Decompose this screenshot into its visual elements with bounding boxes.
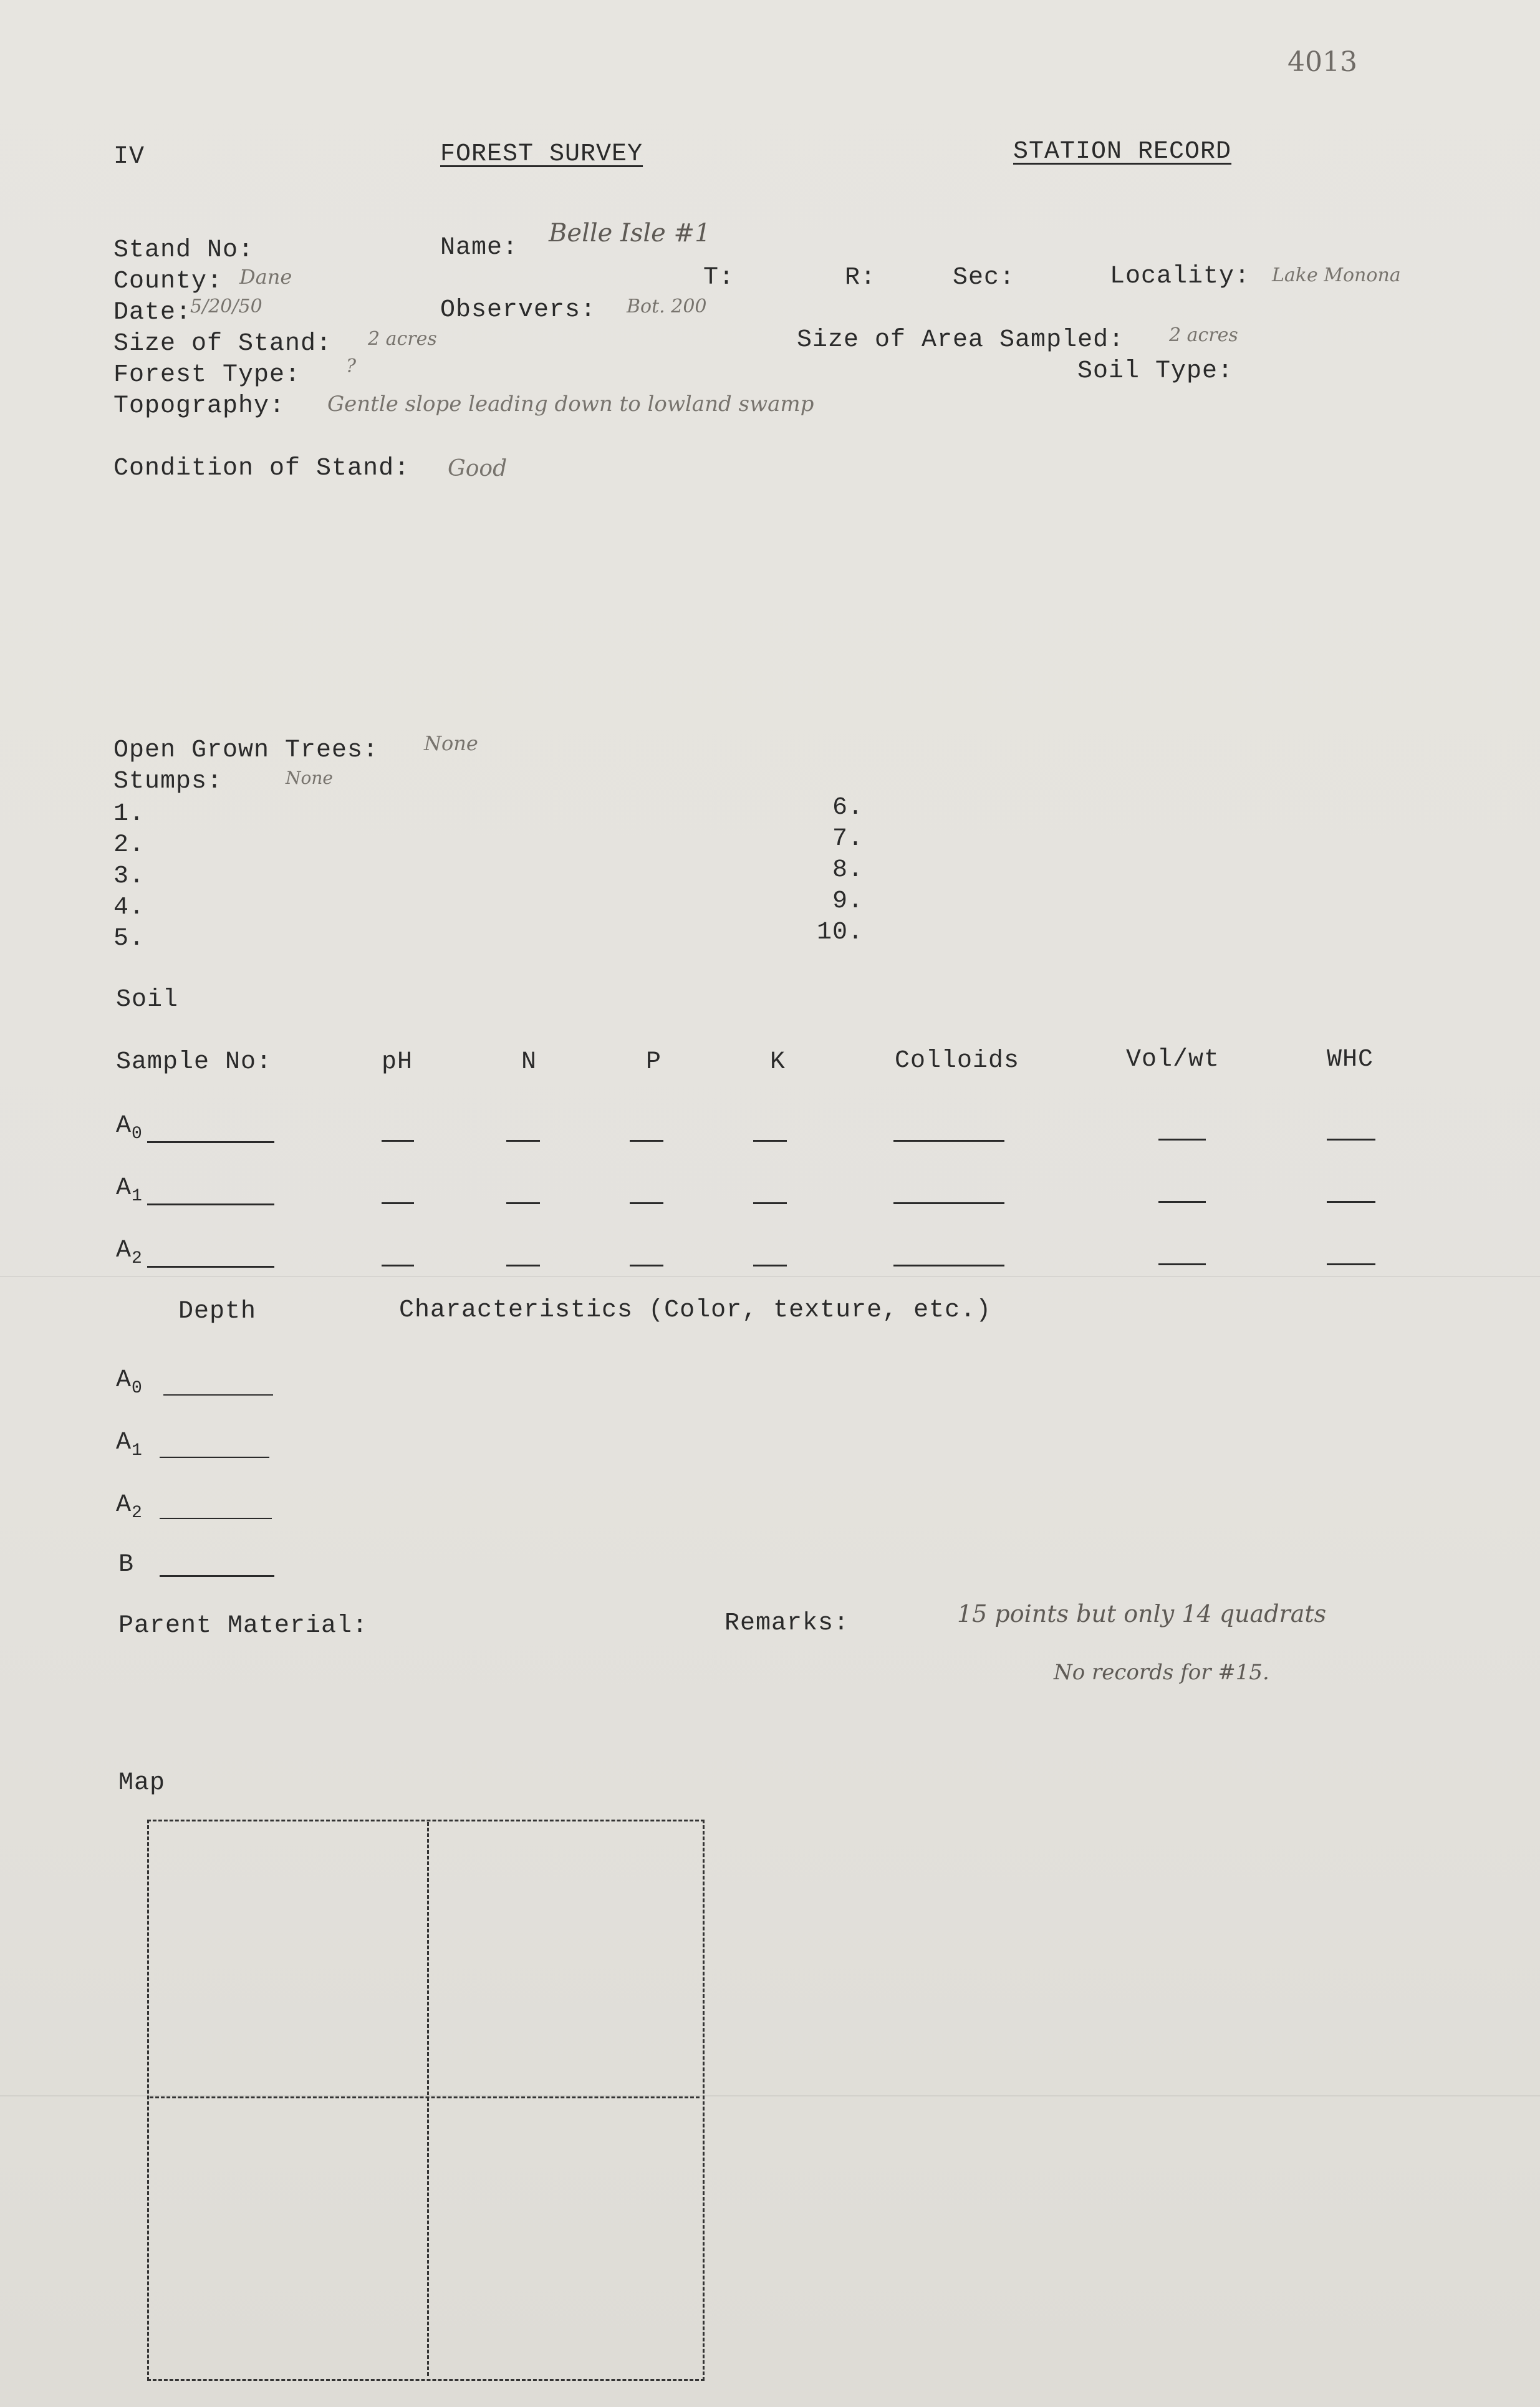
sample-no-blank — [147, 1141, 274, 1143]
list-item: 9. — [832, 887, 864, 915]
column-header-sample-no: Sample No: — [116, 1048, 272, 1076]
vol-wt-blank — [1158, 1263, 1206, 1265]
list-item: 5. — [113, 925, 145, 953]
date-value: 5/20/50 — [190, 296, 262, 317]
paper-fold — [0, 1276, 1540, 1277]
colloids-blank — [893, 1140, 1004, 1142]
map-grid — [147, 1820, 705, 2381]
name-label: Name: — [440, 234, 519, 262]
p-blank — [630, 1265, 663, 1266]
forest-type-label: Forest Type: — [113, 361, 301, 389]
county-value: Dane — [239, 265, 292, 289]
colloids-blank — [893, 1202, 1004, 1204]
size-of-stand-value: 2 acres — [368, 328, 437, 350]
size-of-area-value: 2 acres — [1169, 324, 1238, 346]
characteristics-label: Characteristics (Color, texture, etc.) — [399, 1296, 992, 1324]
vol-wt-blank — [1158, 1201, 1206, 1203]
list-item: 3. — [113, 862, 145, 890]
whc-blank — [1327, 1201, 1375, 1203]
section-number: IV — [113, 143, 145, 171]
county-label: County: — [113, 268, 223, 296]
remarks-label: Remarks: — [724, 1609, 850, 1638]
soil-section-label: Soil — [116, 986, 179, 1014]
ph-blank — [382, 1140, 414, 1142]
topography-label: Topography: — [113, 392, 286, 420]
observers-value: Bot. 200 — [627, 296, 707, 317]
list-item: 7. — [832, 825, 864, 853]
depth-row-label: $A_1$ — [116, 1429, 143, 1460]
column-header-whc: WHC — [1327, 1046, 1374, 1074]
r-label: R: — [845, 264, 877, 292]
n-blank — [506, 1140, 540, 1142]
topography-value: Gentle slope leading down to lowland swamp — [327, 392, 814, 417]
sample-no-blank — [147, 1266, 274, 1268]
table-row-label: $A_2$ — [116, 1237, 143, 1268]
column-header-vol-wt: Vol/wt — [1126, 1046, 1220, 1074]
k-blank — [753, 1265, 787, 1266]
locality-label: Locality: — [1110, 263, 1251, 291]
open-grown-trees-value: None — [424, 731, 478, 755]
whc-blank — [1327, 1139, 1375, 1141]
vol-wt-blank — [1158, 1139, 1206, 1141]
table-row-label: $A_1$ — [116, 1174, 143, 1206]
k-blank — [753, 1140, 787, 1142]
depth-blank — [160, 1575, 274, 1577]
depth-blank — [160, 1457, 269, 1458]
list-item: 4. — [113, 894, 145, 922]
map-grid-vertical-line — [427, 1822, 429, 2376]
sample-no-blank — [147, 1204, 274, 1205]
remarks-line-2: No records for #15. — [1054, 1660, 1269, 1685]
stand-no-label: Stand No: — [113, 236, 254, 264]
size-of-area-label: Size of Area Sampled: — [797, 326, 1125, 354]
list-item: 6. — [832, 794, 864, 822]
doc-number: 4013 — [1287, 46, 1357, 78]
record-title: STATION RECORD — [1013, 138, 1232, 166]
map-label: Map — [118, 1769, 166, 1797]
p-blank — [630, 1202, 663, 1204]
open-grown-trees-label: Open Grown Trees: — [113, 736, 379, 765]
depth-row-label: $A_0$ — [116, 1366, 143, 1398]
list-item: 10. — [817, 919, 864, 947]
depth-blank — [160, 1518, 272, 1519]
map-grid-horizontal-line — [150, 2096, 700, 2098]
remarks-line-1: 15 points but only 14 quadrats — [957, 1600, 1327, 1628]
depth-label: Depth — [178, 1298, 257, 1326]
name-value: Belle Isle #1 — [549, 219, 711, 248]
size-of-stand-label: Size of Stand: — [113, 330, 332, 358]
ph-blank — [382, 1202, 414, 1204]
table-row-label: $A_0$ — [116, 1112, 143, 1144]
colloids-blank — [893, 1265, 1004, 1266]
list-item: 1. — [113, 800, 145, 828]
stumps-label: Stumps: — [113, 768, 223, 796]
forest-type-value: ? — [346, 355, 357, 377]
depth-row-label: $A_2$ — [116, 1491, 143, 1523]
form-title: FOREST SURVEY — [440, 140, 643, 168]
ph-blank — [382, 1265, 414, 1266]
column-header-ph: pH — [382, 1048, 413, 1076]
k-blank — [753, 1202, 787, 1204]
column-header-colloids: Colloids — [895, 1047, 1020, 1075]
t-label: T: — [703, 264, 735, 292]
observers-label: Observers: — [440, 296, 597, 324]
stumps-value: None — [286, 768, 333, 788]
list-item: 2. — [113, 831, 145, 859]
n-blank — [506, 1265, 540, 1266]
column-header-n: N — [521, 1048, 537, 1076]
column-header-k: K — [770, 1048, 786, 1076]
n-blank — [506, 1202, 540, 1204]
locality-value: Lake Monona — [1272, 264, 1401, 286]
sec-label: Sec: — [953, 264, 1016, 292]
condition-label: Condition of Stand: — [113, 455, 410, 483]
date-label: Date: — [113, 299, 192, 327]
whc-blank — [1327, 1263, 1375, 1265]
list-item: 8. — [832, 856, 864, 884]
p-blank — [630, 1140, 663, 1142]
depth-blank — [163, 1394, 273, 1396]
soil-type-label: Soil Type: — [1077, 357, 1234, 385]
depth-row-label: B — [118, 1551, 135, 1579]
parent-material-label: Parent Material: — [118, 1612, 368, 1640]
condition-value: Good — [448, 456, 508, 481]
column-header-p: P — [646, 1048, 662, 1076]
